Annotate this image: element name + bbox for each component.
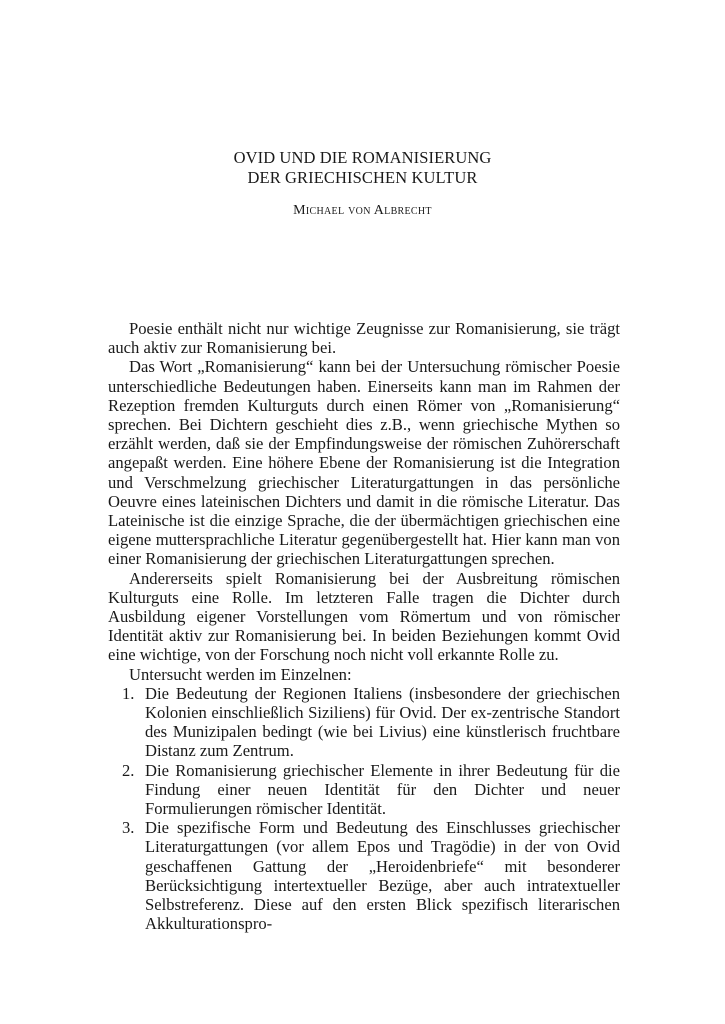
- list-item-number: 1.: [122, 683, 135, 703]
- list-item-text: Die Bedeutung der Regionen Italiens (insbesondere der griechischen Kolonien einschließlich Siziliens) für Ovid. Der ex-zentrische Standort des Munizipalen bedingt (wie bei Livius) eine künstlerisch fruchtbare Distanz zum Zentrum.: [145, 683, 620, 761]
- list-item: [108, 761, 620, 819]
- title-line-2: DER GRIECHISCHEN KULTUR: [247, 168, 478, 187]
- list-item-number: 2.: [122, 760, 135, 780]
- list-item-number: 3.: [122, 818, 135, 838]
- list-item: [108, 684, 620, 761]
- article-body: [108, 319, 620, 934]
- paragraph-3: Andererseits spielt Romanisierung bei der Ausbreitung römischen Kulturguts eine Rolle. Im letzteren Falle tragen die Dichter durch Ausbildung eigener Vorstellungen vom Römertum und von römischer Identität aktiv zur Romanisierung bei. In beiden Beziehungen kommt Ovid eine wichtige, von der Forschung noch nicht voll erkannte Rolle zu.: [108, 568, 620, 665]
- paragraph-4: Untersucht werden im Einzelnen:: [129, 664, 352, 684]
- paragraph-2: Das Wort „Romanisierung“ kann bei der Untersuchung römischer Poesie unterschiedliche Bedeutungen haben. Einerseits kann man im Rahmen der Rezeption fremden Kulturguts durch einen Römer von „Romanisierung“ sprechen. Bei Dichtern geschieht dies z.B., wenn griechische Mythen so erzählt werden, daß sie der Empfindungsweise der römischen Zuhörerschaft angepaßt werden. Eine höhere Ebene der Romanisierung ist die Integration und Verschmelzung griechischer Literaturgattungen in das persönliche Oeuvre eines lateinischen Dichters und damit in die römische Literatur. Das Lateinische ist die einzige Sprache, die der übermächtigen griechischen eine eigene muttersprachliche Literatur gegenübergestellt hat. Hier kann man von einer Romanisierung der griechischen Literaturgattungen sprechen.: [108, 357, 620, 569]
- list-item-text: Die Romanisierung griechischer Elemente in ihrer Bedeutung für die Findung einer neuen Identität für den Dichter und neuer Formulierungen römischer Identität.: [145, 760, 620, 819]
- paragraph-1: Poesie enthält nicht nur wichtige Zeugnisse zur Romanisierung, sie trägt auch aktiv zur Romanisierung bei.: [108, 319, 620, 358]
- article-title: [0, 148, 725, 188]
- list-item: [108, 818, 620, 933]
- list-item-text: Die spezifische Form und Bedeutung des Einschlusses griechischer Literaturgattungen (vor allem Epos und Tragödie) in der von Ovid geschaffenen Gattung der „Heroidenbriefe“ mit besonderer Berücksichtigung intertextueller Bezüge, aber auch intratextueller Selbstreferenz. Diese auf den ersten Blick spezifisch literarischen Akkulturationspro-: [145, 818, 620, 934]
- author-name: Michael von Albrecht: [293, 203, 432, 218]
- numbered-list: [108, 684, 620, 934]
- title-line-1: OVID UND DIE ROMANISIERUNG: [233, 148, 492, 167]
